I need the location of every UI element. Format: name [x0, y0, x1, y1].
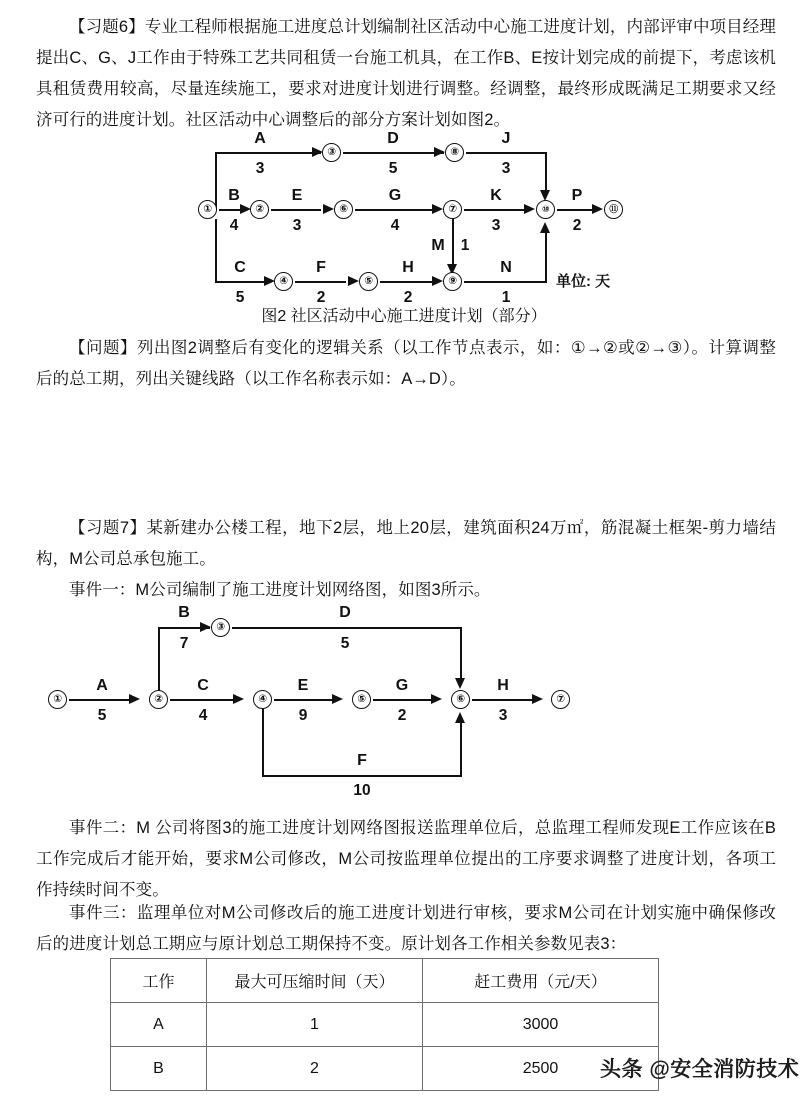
edge-M-line [452, 219, 454, 267]
table3-cell-cost-b: 2500 [423, 1047, 659, 1091]
fig3-edge-C-arrowhead [233, 694, 244, 704]
edge-J-line [466, 152, 546, 154]
fig3-activity-duration-A: 5 [97, 707, 107, 724]
fig3-node-5 [352, 690, 371, 709]
fig3-edge-riser-2-to-B [158, 627, 160, 699]
fig3-edge-D-drop [460, 627, 462, 680]
edge-N-riser [545, 230, 547, 281]
fig3-edge-A-arrowhead [129, 694, 140, 704]
fig3-activity-label-E: E [297, 677, 309, 694]
table3-cell-work-b: B [111, 1047, 207, 1091]
activity-label-P: P [571, 187, 583, 204]
node-9 [443, 272, 462, 291]
fig3-activity-label-A: A [96, 677, 108, 694]
fig3-node-2 [149, 690, 168, 709]
table-row [111, 1047, 659, 1091]
node-3-top [322, 143, 341, 162]
fig3-edge-G-arrowhead [431, 694, 442, 704]
edge-P-arrowhead [592, 204, 603, 214]
activity-label-E: E [291, 187, 303, 204]
activity-duration-B: 4 [229, 217, 239, 234]
edge-G-line [355, 209, 434, 211]
fig3-edge-H-line [472, 699, 534, 701]
activity-label-G: G [388, 187, 402, 204]
fig3-node-7-end [551, 690, 570, 709]
fig3-edge-E-arrowhead [332, 694, 343, 704]
problem6-body-paragraph: 【习题6】专业工程师根据施工进度总计划编制社区活动中心施工进度计划，内部评审中项目经理提出C、G、J工作由于特殊工艺共同租赁一台施工机具，在工作B、E按计划完成的前提下，考虑该机具租赁费用较高，尽量连续施工，要求对进度计划进行调整。经调整，最终形成既满足工期要求又经济可行的进度计划。社区活动中心调整后的部分方案计划如图2。 [36, 18, 776, 129]
fig3-edge-G-line [373, 699, 433, 701]
activity-duration-H: 2 [403, 289, 413, 306]
edge-J-drop [545, 152, 547, 192]
node-5-glyph: ⑤ [364, 275, 373, 288]
activity-duration-C: 5 [235, 289, 245, 306]
edge-N-line [464, 281, 547, 283]
activity-label-D: D [387, 130, 399, 147]
activity-label-N: N [500, 259, 512, 276]
fig3-node-3 [211, 618, 230, 637]
fig3-edge-F-line [262, 775, 462, 777]
edge-C-line [215, 281, 271, 283]
activity-label-M: M [431, 237, 445, 254]
fig3-activity-label-F: F [357, 752, 367, 769]
fig3-node-1-glyph: ① [53, 693, 62, 706]
fig3-activity-label-D: D [339, 604, 351, 621]
fig3-node-1-start [48, 690, 67, 709]
problem7-event2-paragraph: 事件二：M 公司将图3的施工进度计划网络图报送监理单位后，总监理工程师发现E工作应该在B工作完成后才能开始，要求M公司修改，M公司按监理单位提出的工序要求调整了进度计划，各项工作持续时间不变。 [36, 819, 776, 899]
table3-header-max-compress: 最大可压缩时间（天） [207, 959, 423, 1003]
figure2-caption: 图2 社区活动中心施工进度计划（部分） [261, 308, 547, 325]
figure2-unit-note: 单位: 天 [556, 273, 611, 290]
edge-E-arrowhead [323, 204, 334, 214]
problem7-body-paragraph: 【习题7】某新建办公楼工程，地下2层，地上20层，建筑面积24万㎡，筋混凝土框架-剪力墙结构，M公司总承包施工。 [36, 519, 776, 568]
edge-riser-1-to-C [215, 219, 217, 281]
edge-P-line [557, 209, 595, 211]
fig3-node-6 [451, 690, 470, 709]
fig3-edge-A-line [69, 699, 131, 701]
node-4 [274, 272, 293, 291]
edge-H-arrowhead [432, 276, 443, 286]
fig3-activity-duration-E: 9 [298, 707, 308, 724]
edge-G-arrowhead [432, 204, 443, 214]
node-4-glyph: ④ [279, 275, 288, 288]
problem6-question-paragraph: 【问题】列出图2调整后有变化的逻辑关系（以工作节点表示，如：①→②或②→③）。计算调整后的总工期，列出关键线路（以工作名称表示如：A→D）。 [36, 339, 776, 388]
node-2 [250, 200, 269, 219]
node-1-start [198, 200, 217, 219]
table-row [111, 1003, 659, 1047]
edge-D-arrowhead [434, 147, 445, 157]
fig3-node-3-glyph: ③ [216, 621, 225, 634]
activity-label-J: J [501, 130, 511, 147]
edge-F-line [295, 281, 346, 283]
edge-K-line [464, 209, 526, 211]
table3-header-row [111, 959, 659, 1003]
activity-duration-D: 5 [388, 160, 398, 177]
edge-riser-1-to-A [215, 152, 217, 210]
node-5 [359, 272, 378, 291]
activity-duration-K: 3 [491, 217, 501, 234]
activity-duration-J: 3 [501, 160, 511, 177]
edge-E-line [271, 209, 321, 211]
node-3-glyph: ③ [327, 146, 336, 159]
node-10-glyph: ⑩ [541, 204, 550, 214]
fig3-edge-B-arrowhead [200, 622, 211, 632]
node-1-glyph: ① [203, 203, 212, 216]
node-2-glyph: ② [255, 203, 264, 216]
activity-label-F: F [316, 259, 326, 276]
problem7-event3-paragraph: 事件三：监理单位对M公司修改后的施工进度计划进行审核，要求M公司在计划实施中确保修改后的进度计划总工期应与原计划总工期保持不变。原计划各工作相关参数见表3： [36, 904, 776, 953]
table3-header-crash-cost: 赶工费用（元/天） [423, 959, 659, 1003]
node-9-glyph: ⑨ [448, 275, 457, 288]
fig3-activity-duration-D: 5 [340, 635, 350, 652]
edge-H-line [380, 281, 434, 283]
table3-header-work: 工作 [111, 959, 207, 1003]
node-7-glyph: ⑦ [448, 203, 457, 216]
fig3-node-2-glyph: ② [154, 693, 163, 706]
fig3-edge-C-line [170, 699, 235, 701]
activity-label-A: A [254, 130, 266, 147]
watermark-text: 头条 @安全消防技术 [600, 1058, 800, 1081]
fig3-edge-E-line [274, 699, 334, 701]
table3-cell-compress-b: 2 [207, 1047, 423, 1091]
activity-label-K: K [490, 187, 502, 204]
activity-duration-G: 4 [390, 217, 400, 234]
activity-duration-P: 2 [572, 217, 582, 234]
activity-duration-E: 3 [292, 217, 302, 234]
edge-K-arrowhead [524, 204, 535, 214]
fig3-node-6-glyph: ⑥ [456, 693, 465, 706]
edge-N-arrowhead [540, 222, 550, 233]
edge-A-line [215, 152, 321, 154]
problem7-event1-paragraph: 事件一：M公司编制了施工进度计划网络图，如图3所示。 [69, 581, 491, 599]
activity-duration-M: 1 [460, 237, 470, 254]
table3-cell-work-a: A [111, 1003, 207, 1047]
node-6-glyph: ⑥ [339, 203, 348, 216]
table3-parameters [110, 958, 659, 1091]
activity-duration-F: 2 [316, 289, 326, 306]
fig3-activity-duration-G: 2 [397, 707, 407, 724]
activity-label-H: H [402, 259, 414, 276]
activity-label-B: B [228, 187, 240, 204]
node-10 [536, 200, 555, 219]
node-6 [334, 200, 353, 219]
activity-label-C: C [234, 259, 246, 276]
fig3-node-5-glyph: ⑤ [357, 693, 366, 706]
fig3-activity-label-B: B [178, 604, 190, 621]
fig3-node-4 [253, 690, 272, 709]
edge-D-line [343, 152, 444, 154]
fig3-edge-D-arrowhead [455, 678, 465, 689]
node-11-end [604, 200, 623, 219]
table3-cell-cost-a: 3000 [423, 1003, 659, 1047]
fig3-edge-H-arrowhead [532, 694, 543, 704]
fig3-edge-F-arrowhead [455, 712, 465, 723]
edge-F-arrowhead [348, 276, 359, 286]
fig3-edge-D-line [232, 627, 462, 629]
fig3-activity-duration-C: 4 [198, 707, 208, 724]
activity-duration-N: 1 [501, 289, 511, 306]
fig3-edge-F-drop [262, 709, 264, 775]
fig3-activity-duration-H: 3 [498, 707, 508, 724]
fig3-edge-F-riser [460, 720, 462, 775]
node-11-glyph: ⑪ [609, 204, 618, 214]
fig3-activity-duration-F: 10 [353, 782, 371, 799]
fig3-node-4-glyph: ④ [258, 693, 267, 706]
fig3-activity-label-G: G [395, 677, 409, 694]
fig3-node-7-glyph: ⑦ [556, 693, 565, 706]
fig3-activity-label-C: C [197, 677, 209, 694]
fig3-activity-label-H: H [497, 677, 509, 694]
fig3-activity-duration-B: 7 [179, 635, 189, 652]
table3-cell-compress-a: 1 [207, 1003, 423, 1047]
activity-duration-A: 3 [255, 160, 265, 177]
node-7 [443, 200, 462, 219]
node-8-top [445, 143, 464, 162]
node-8-glyph: ⑧ [450, 146, 459, 159]
